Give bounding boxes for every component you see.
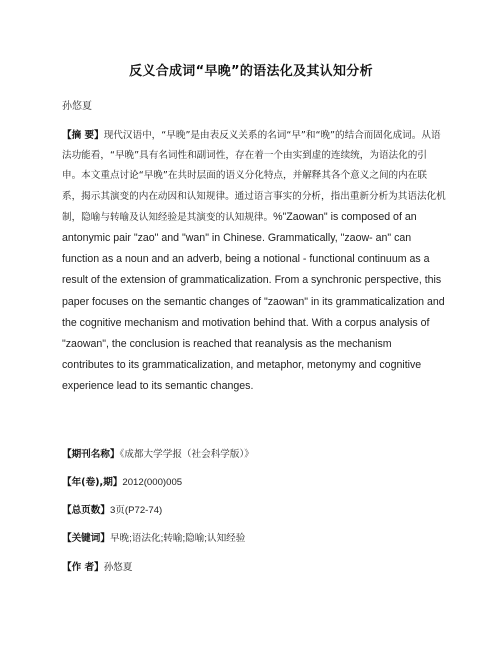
page-count-value: 3页(P72-74)	[109, 505, 163, 516]
authors-field	[62, 559, 133, 573]
paper-title: 反义合成词“早晚”的语法化及其认知分析	[129, 64, 373, 79]
page-count-label: 【总页数】	[62, 505, 110, 516]
keywords-label: 【关键词】	[62, 533, 110, 544]
authors-value: 孙悠夏	[103, 562, 133, 573]
page-count-field	[62, 502, 162, 516]
year-volume-issue-value: 2012(000)005	[122, 477, 183, 488]
keywords-value: 早晚;语法化;转喻;隐喻;认知经验	[109, 533, 246, 544]
year-volume-issue-field	[62, 474, 182, 488]
keywords-field	[62, 530, 245, 544]
abstract-english-text: %"Zaowan" is composed of an antonymic pair "zao" and "wan" in Chinese. Grammatically, "zaow- an" can function as a noun and an adverb, being a notional - functional continuum as a result of the extension of grammaticalization. From a synchronic perspective, this paper focuses on the semantic changes of "zaowan" in its grammaticalization and the cognitive mechanism and motivation behind that. With a corpus analysis of "zaowan", the conclusion is reached that reanalysis as the mechanism contributes to its grammaticalization, and metaphor, metonymy and cognitive experience lead to its semantic changes.	[62, 210, 445, 393]
journal-value: 《成都大学学报（社会科学版）》	[119, 449, 254, 460]
abstract-label: 【摘 要】	[62, 130, 104, 141]
author-name: 孙悠夏	[62, 101, 92, 112]
journal-label: 【期刊名称】	[62, 449, 120, 460]
abstract-chinese-text: 现代汉语中，“早晚”是由表反义关系的名词“早”和“晚”的结合而固化成词。从语法功能看，“早晚”具有名词性和副词性，存在着一个由实到虚的连续统，为语法化的引申。本文重点讨论“早晚”在共时层面的语义分化特点，并解释其各个意义之间的内在联系，揭示其演变的内在动因和认知规律。通过语言事实的分析，指出重新分析为其语法化机制，隐喻与转喻及认知经验是其演变的认知规律。	[62, 130, 446, 223]
journal-field	[62, 446, 254, 460]
abstract-section	[62, 126, 446, 398]
authors-label: 【作 者】	[62, 562, 104, 573]
year-volume-issue-label: 【年(卷),期】	[62, 477, 123, 488]
